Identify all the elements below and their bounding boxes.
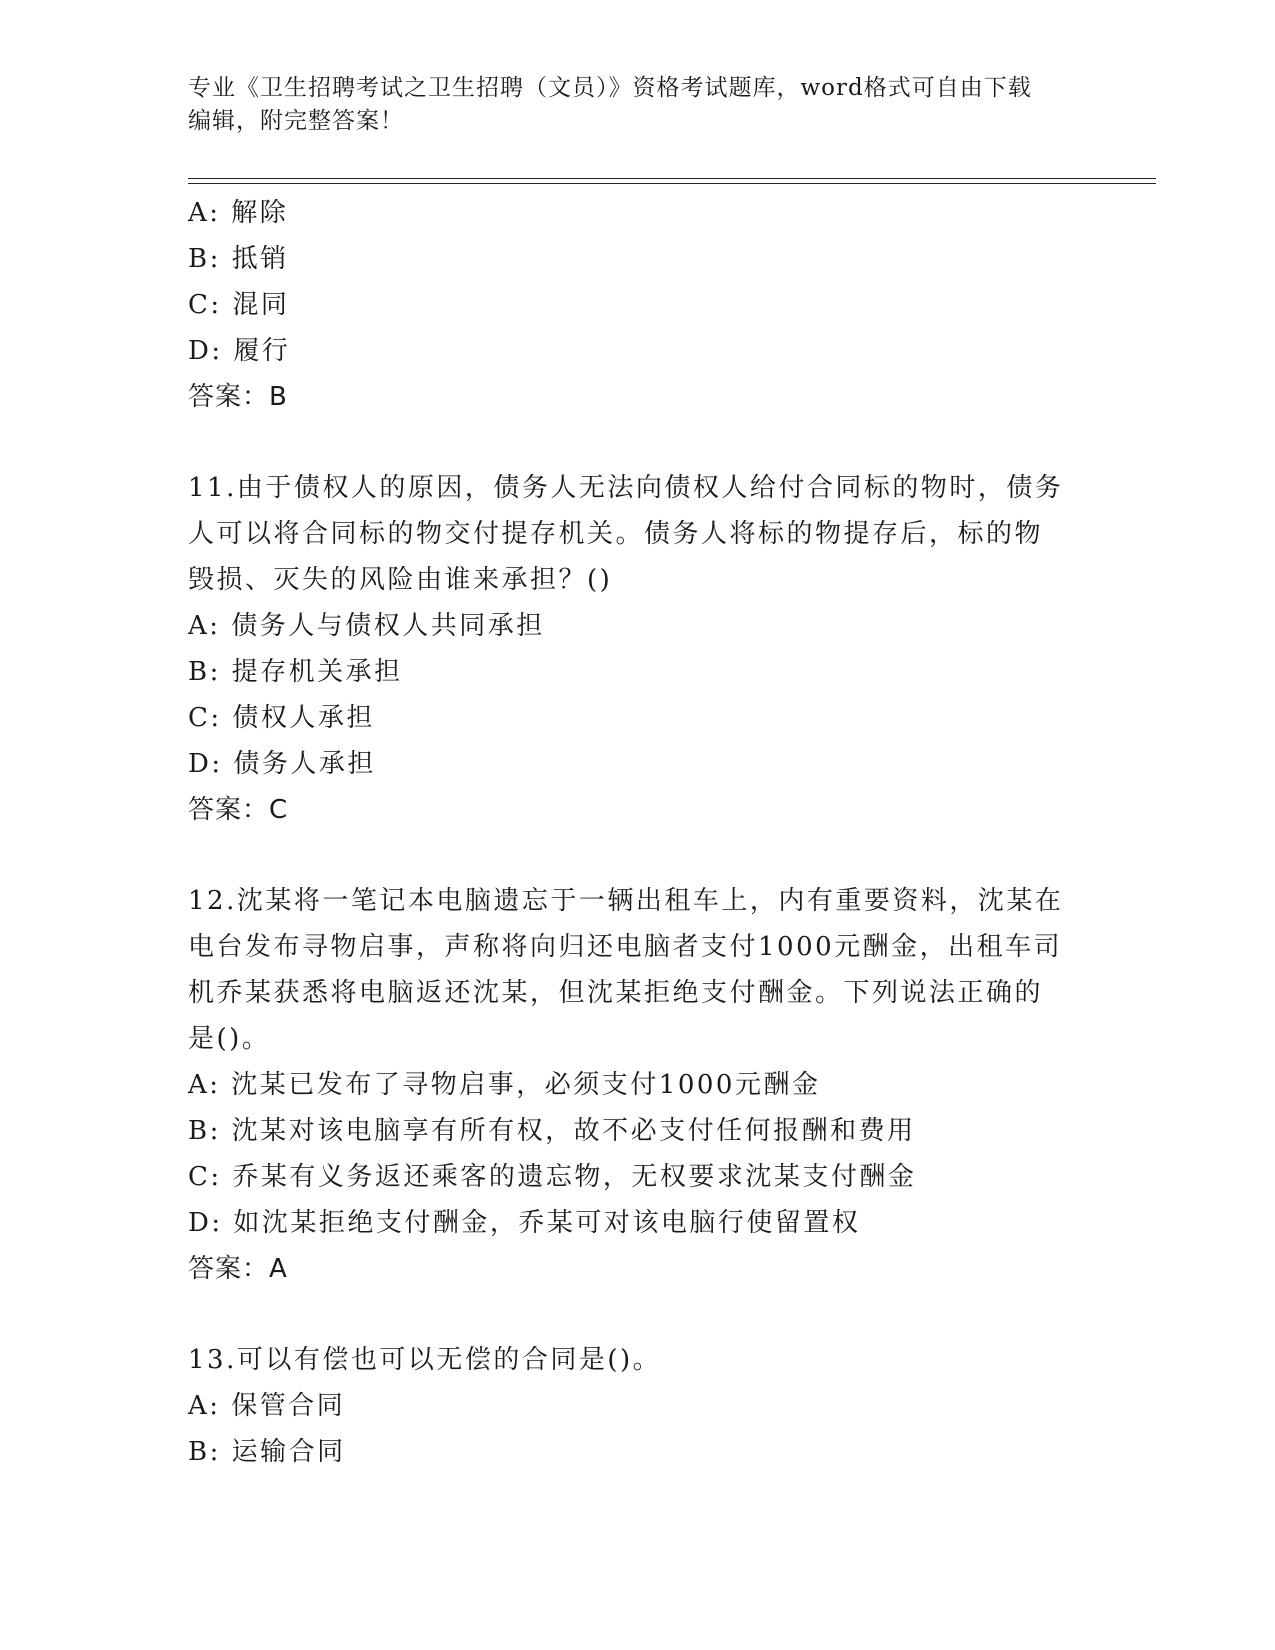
- option-a: A: 保管合同: [188, 1391, 346, 1421]
- option-c: C: 乔某有义务返还乘客的遗忘物，无权要求沈某支付酬金: [188, 1162, 917, 1192]
- question-12: [188, 878, 1088, 1292]
- option-b: B: 提存机关承担: [188, 657, 403, 687]
- question-text-line: 是()。: [188, 1024, 271, 1054]
- question-11: [188, 465, 1088, 833]
- answer: 答案：C: [188, 795, 289, 825]
- header-line-2: 编辑，附完整答案！: [188, 108, 404, 134]
- question-text-line: 11.由于债权人的原因，债务人无法向债权人给付合同标的物时，债务: [188, 473, 1064, 503]
- answer: 答案：A: [188, 1254, 288, 1284]
- option-a: A: 沈某已发布了寻物启事，必须支付1000元酬金: [188, 1070, 821, 1100]
- header-rule-bottom: [188, 183, 1156, 184]
- answer: 答案：B: [188, 382, 288, 412]
- header-line-1: 专业《卫生招聘考试之卫生招聘（文员）》资格考试题库，word格式可自由下载: [188, 75, 1032, 101]
- option-b: B: 沈某对该电脑享有所有权，故不必支付任何报酬和费用: [188, 1116, 916, 1146]
- question-text-line: 毁损、灭失的风险由谁来承担？(): [188, 565, 613, 595]
- document-body: [188, 190, 1088, 1475]
- option-c: C: 债权人承担: [188, 703, 375, 733]
- question-text-line: 13.可以有偿也可以无偿的合同是()。: [188, 1345, 662, 1375]
- question-text-line: 12.沈某将一笔记本电脑遗忘于一辆出租车上，内有重要资料，沈某在: [188, 886, 1064, 916]
- question-13: [188, 1337, 1088, 1475]
- question-text-line: 机乔某获悉将电脑返还沈某，但沈某拒绝支付酬金。下列说法正确的: [188, 978, 1044, 1008]
- document-header: [188, 72, 1088, 138]
- question-text-line: 人可以将合同标的物交付提存机关。债务人将标的物提存后，标的物: [188, 519, 1044, 549]
- option-d: D: 债务人承担: [188, 749, 376, 779]
- option-d: D: 履行: [188, 336, 291, 366]
- option-a: A: 债务人与债权人共同承担: [188, 611, 545, 641]
- option-b: B: 运输合同: [188, 1437, 346, 1467]
- option-b: B: 抵销: [188, 244, 289, 274]
- option-d: D: 如沈某拒绝支付酬金，乔某可对该电脑行使留置权: [188, 1208, 861, 1238]
- header-rule-top: [188, 178, 1156, 179]
- option-c: C: 混同: [188, 290, 290, 320]
- question-10-continued: [188, 190, 1088, 420]
- question-text-line: 电台发布寻物启事，声称将向归还电脑者支付1000元酬金，出租车司: [188, 932, 1063, 962]
- option-a: A: 解除: [188, 198, 289, 228]
